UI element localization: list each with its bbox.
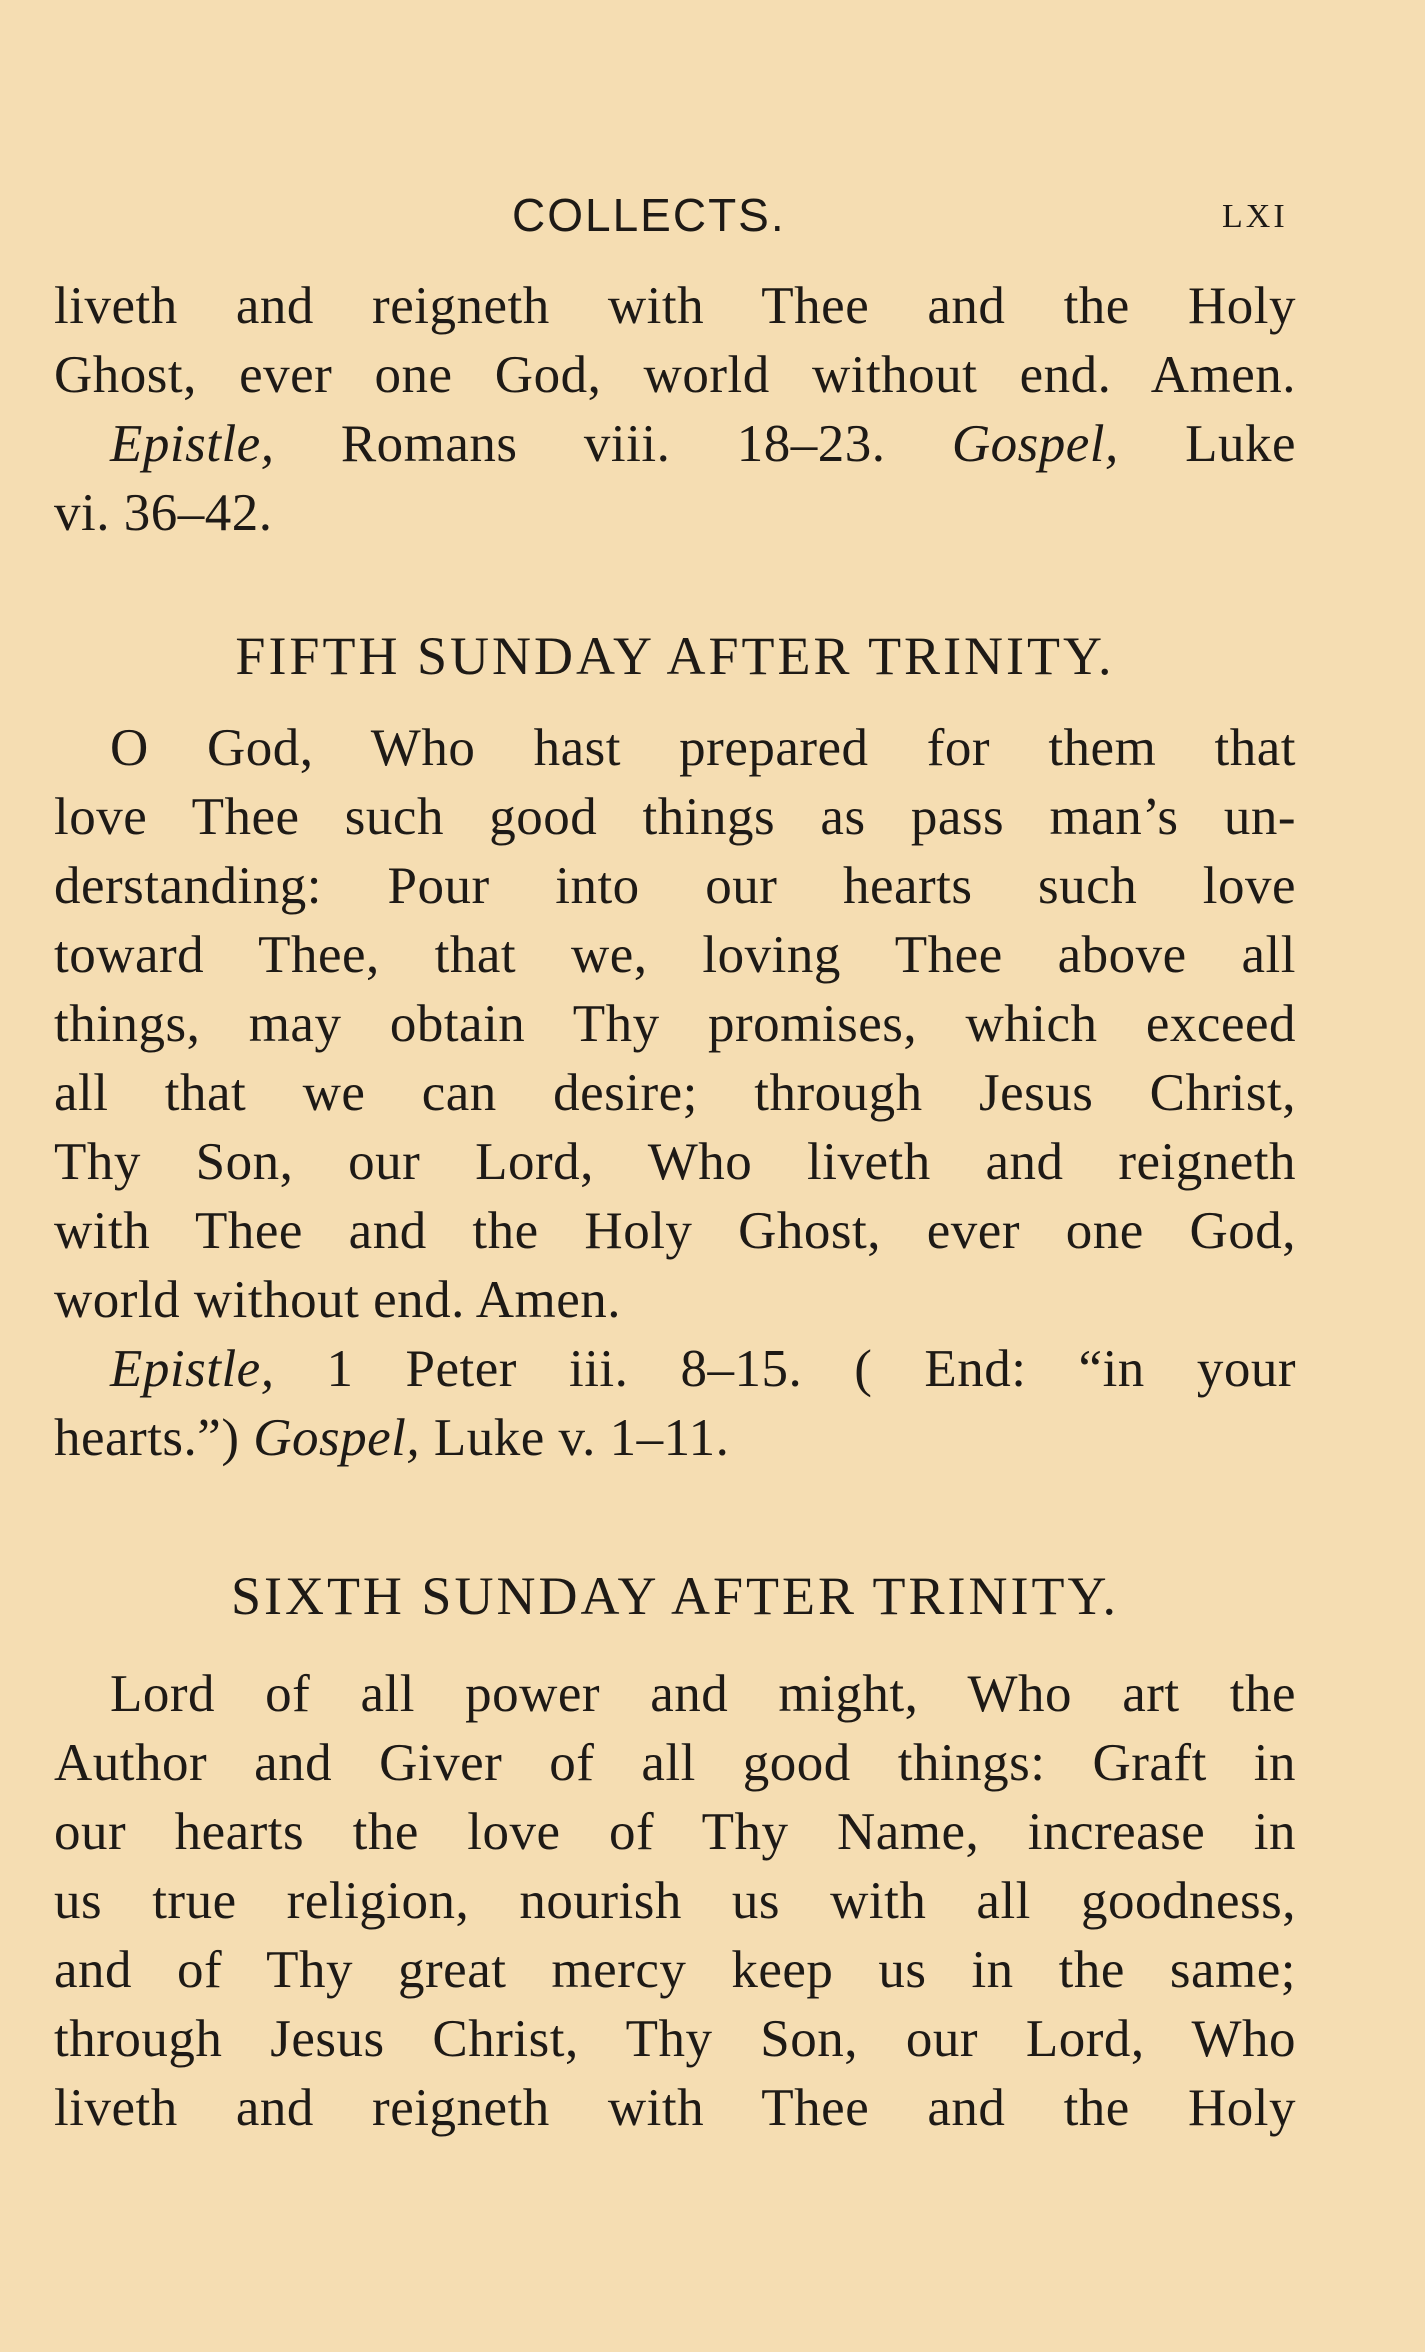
section-heading: FIFTH SUNDAY AFTER TRINITY. bbox=[235, 626, 1115, 686]
gospel-reference: Luke bbox=[1185, 415, 1297, 473]
epistle-label: Epistle, bbox=[110, 415, 275, 473]
readings-line-continued bbox=[54, 1404, 1296, 1472]
text-line: world without end. Amen. bbox=[54, 1271, 621, 1329]
text-line: liveth and reigneth with Thee and the Holy bbox=[54, 277, 1296, 335]
text-line: Author and Giver of all good things: Graft in bbox=[54, 1734, 1296, 1792]
text-line: liveth and reigneth with Thee and the Holy bbox=[54, 2079, 1296, 2137]
epistle-reference: Romans viii. 18–23. bbox=[340, 415, 886, 473]
text-line: us true religion, nourish us with all goodness, bbox=[54, 1872, 1296, 1930]
running-head bbox=[0, 188, 1425, 248]
text-line: and of Thy great mercy keep us in the same; bbox=[54, 1941, 1296, 1999]
epistle-label: Epistle, bbox=[110, 1340, 275, 1398]
epistle-reference-continued: hearts.”) bbox=[54, 1409, 240, 1467]
readings-line bbox=[54, 410, 1296, 478]
text-line: things, may obtain Thy promises, which exceed bbox=[54, 995, 1296, 1053]
text-line: derstanding: Pour into our hearts such love bbox=[54, 857, 1296, 915]
gospel-reference: Luke v. 1–11. bbox=[433, 1409, 730, 1467]
text-line: toward Thee, that we, loving Thee above all bbox=[54, 926, 1296, 984]
epistle-reference: 1 Peter iii. 8–15. ( End: “in your bbox=[326, 1340, 1296, 1398]
text-line: all that we can desire; through Jesus Christ, bbox=[54, 1064, 1296, 1122]
text-line: with Thee and the Holy Ghost, ever one God, bbox=[54, 1202, 1296, 1260]
text-line: Ghost, ever one God, world without end. Amen. bbox=[54, 346, 1296, 404]
text-line: through Jesus Christ, Thy Son, our Lord, Who bbox=[54, 2010, 1296, 2068]
gospel-label: Gospel, bbox=[253, 1409, 421, 1467]
text-line: our hearts the love of Thy Name, increase in bbox=[54, 1803, 1296, 1861]
running-title: COLLECTS. bbox=[512, 189, 786, 241]
text-line: Thy Son, our Lord, Who liveth and reigneth bbox=[54, 1133, 1296, 1191]
gospel-label: Gospel, bbox=[951, 415, 1119, 473]
text-line: Lord of all power and might, Who art the bbox=[110, 1665, 1296, 1723]
readings-line-continued: vi. 36–42. bbox=[54, 484, 273, 542]
page-number: LXI bbox=[1222, 198, 1288, 235]
text-line: O God, Who hast prepared for them that bbox=[110, 719, 1296, 777]
readings-line bbox=[54, 1335, 1296, 1403]
section-heading: SIXTH SUNDAY AFTER TRINITY. bbox=[230, 1566, 1120, 1626]
text-line: love Thee such good things as pass man’s un- bbox=[54, 788, 1296, 846]
